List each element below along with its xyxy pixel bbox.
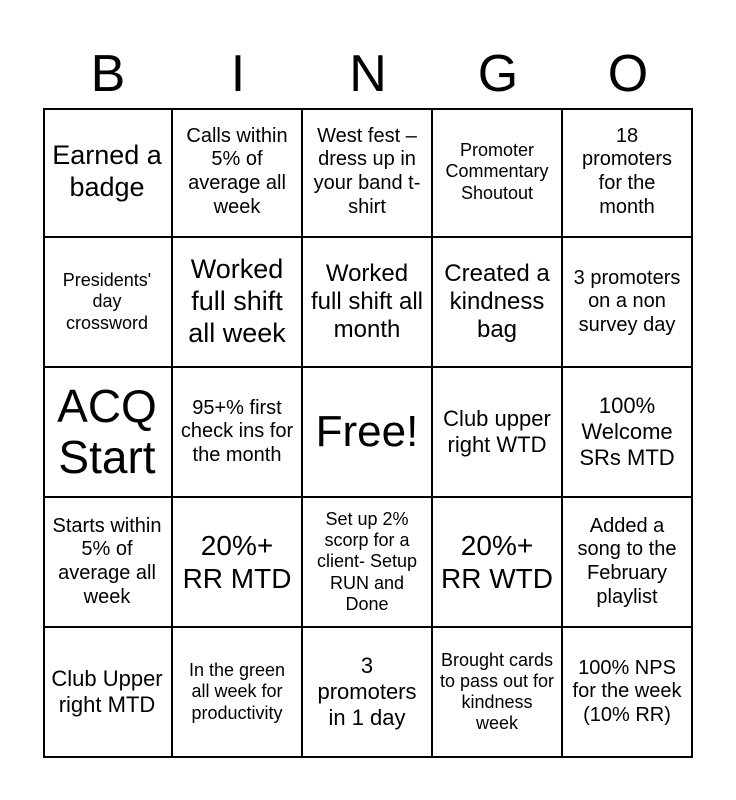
cell-text: Presidents' day crossword <box>62 270 152 333</box>
bingo-grid <box>43 108 693 758</box>
cell-text: Worked full shift all month <box>310 259 424 344</box>
header-letter-b: B <box>90 45 126 103</box>
cell-text: Calls within 5% of average all week <box>186 124 288 218</box>
cell-text: Set up 2% scorp for a client- Setup RUN and Done <box>316 508 418 614</box>
header-letter-i: I <box>230 45 246 103</box>
cell-text: 20%+ RR MTD <box>182 529 292 594</box>
bingo-cell-r5c2[interactable] <box>173 628 303 758</box>
cell-text: West fest – dress up in your band t-shirt <box>313 124 421 218</box>
cell-text: Starts within 5% of average all week <box>52 514 162 608</box>
cell-text: 3 promoters in 1 day <box>317 653 417 730</box>
cell-text: Brought cards to pass out for kindness week <box>439 649 555 734</box>
cell-text: 100% NPS for the week (10% RR) <box>572 656 682 726</box>
bingo-cell-r1c1[interactable] <box>43 108 173 238</box>
bingo-cell-r5c3[interactable] <box>303 628 433 758</box>
bingo-cell-r2c3[interactable] <box>303 238 433 368</box>
bingo-cell-r3c5[interactable] <box>563 368 693 498</box>
header-letter-o: O <box>607 45 649 103</box>
bingo-cell-r2c5[interactable] <box>563 238 693 368</box>
bingo-cell-r1c2[interactable] <box>173 108 303 238</box>
cell-text: 3 promoters on a non survey day <box>573 266 681 336</box>
bingo-cell-r2c1[interactable] <box>43 238 173 368</box>
cell-text: Created a kindness bag <box>444 259 550 344</box>
cell-text: 20%+ RR WTD <box>441 529 553 594</box>
cell-text: 95+% first check ins for the month <box>180 396 294 466</box>
cell-text: ACQ Start <box>57 380 157 483</box>
bingo-cell-r2c2[interactable] <box>173 238 303 368</box>
bingo-cell-r3c4[interactable] <box>433 368 563 498</box>
cell-text: Club upper right WTD <box>443 406 551 457</box>
bingo-cell-free[interactable] <box>303 368 433 498</box>
cell-text: Added a song to the February playlist <box>577 514 677 608</box>
bingo-cell-r1c4[interactable] <box>433 108 563 238</box>
cell-text: Club Upper right MTD <box>51 666 163 717</box>
cell-text: Promoter Commentary Shoutout <box>445 140 549 203</box>
bingo-cell-r2c4[interactable] <box>433 238 563 368</box>
cell-text: Free! <box>315 407 419 457</box>
cell-text: 18 promoters for the month <box>581 124 673 218</box>
bingo-cell-r4c1[interactable] <box>43 498 173 628</box>
cell-text: Earned a badge <box>52 140 162 202</box>
header-letter-n: N <box>349 45 387 103</box>
cell-text: Worked full shift all week <box>188 254 286 348</box>
header-letter-g: G <box>477 45 519 103</box>
bingo-cell-r4c3[interactable] <box>303 498 433 628</box>
bingo-header <box>43 40 693 108</box>
bingo-cell-r1c3[interactable] <box>303 108 433 238</box>
bingo-cell-r5c4[interactable] <box>433 628 563 758</box>
bingo-cell-r5c5[interactable] <box>563 628 693 758</box>
bingo-cell-r4c4[interactable] <box>433 498 563 628</box>
bingo-cell-r5c1[interactable] <box>43 628 173 758</box>
cell-text: 100% Welcome SRs MTD <box>579 393 675 470</box>
cell-text: In the green all week for productivity <box>188 660 286 723</box>
bingo-cell-r4c2[interactable] <box>173 498 303 628</box>
bingo-cell-r3c1[interactable] <box>43 368 173 498</box>
bingo-cell-r1c5[interactable] <box>563 108 693 238</box>
bingo-cell-r4c5[interactable] <box>563 498 693 628</box>
bingo-cell-r3c2[interactable] <box>173 368 303 498</box>
